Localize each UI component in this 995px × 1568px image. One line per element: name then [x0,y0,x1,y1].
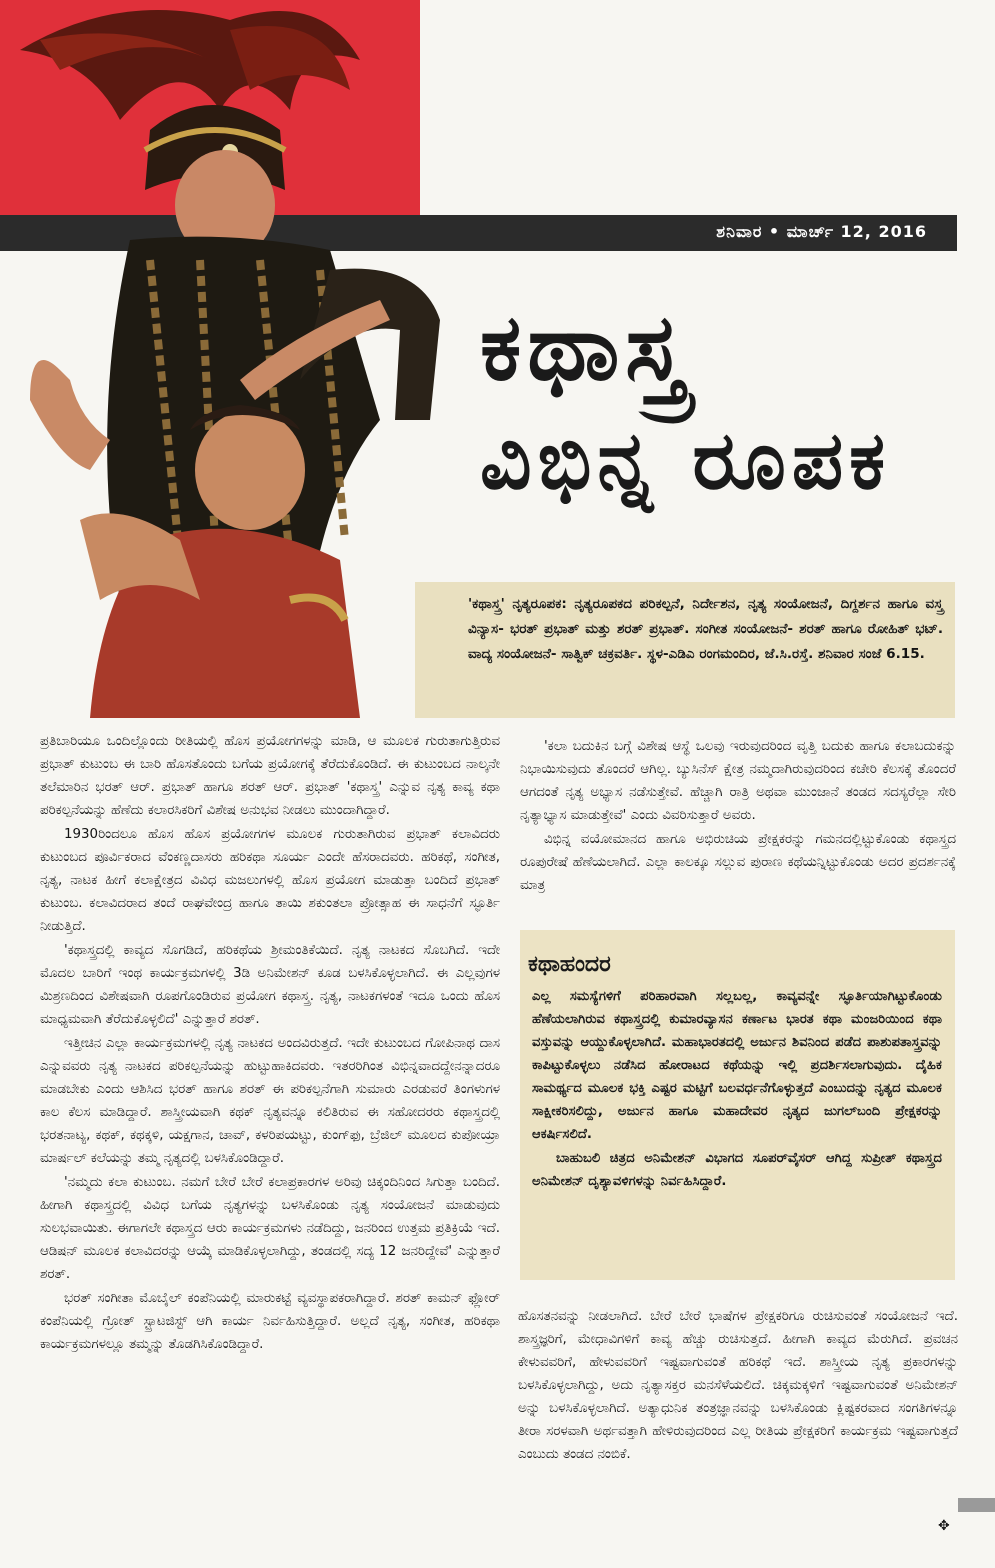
headline [480,290,950,511]
article-paragraph: ಹೊಸತನವನ್ನು ನೀಡಲಾಗಿದೆ. ಬೇರೆ ಬೇರೆ ಭಾಷೆಗಳ ಪ್ರೇಕ್ಷಕರಿಗೂ ರುಚಿಸುವಂತೆ ಸಂಯೋಜನೆ ಇದೆ. ಶಾಸ್ತ್ರಜ್ಞರಿಗೆ, ಮೇಧಾವಿಗಳಿಗೆ ಕಾವ್ಯ ಹೆಚ್ಚು ರುಚಿಸುತ್ತದೆ. ಹೀಗಾಗಿ ಕಾವ್ಯದ ಮೆರುಗಿದೆ. ಪ್ರವಚನ ಕೇಳುವವರಿಗೆ, ಹೇಳುವವರಿಗೆ ಇಷ್ಟವಾಗುವಂತೆ ಹರಿಕಥೆ ಇದೆ. ಶಾಸ್ತ್ರೀಯ ನೃತ್ಯ ಪ್ರಕಾರಗಳನ್ನು ಬಳಸಿಕೊಳ್ಳಲಾಗಿದ್ದು, ಅದು ನೃತ್ಯಾಸಕ್ತರ ಮನಸೆಳೆಯಲಿದೆ. ಚಿಕ್ಕಮಕ್ಕಳಿಗೆ ಇಷ್ಟವಾಗುವಂತೆ ಅನಿಮೇಶನ್ ಅನ್ನು ಬಳಸಿಕೊಳ್ಳಲಾಗಿದೆ. ಅತ್ಯಾಧುನಿಕ ತಂತ್ರಜ್ಞಾನವನ್ನು ಬಳಸಿಕೊಂಡು ಕ್ಲಿಷ್ಟಕರವಾದ ಸಂಗತಿಗಳನ್ನೂ ತೀರಾ ಸರಳವಾಗಿ ಅರ್ಥವತ್ತಾಗಿ ಹೇಳಿರುವುದರಿಂದ ಎಲ್ಲ ರೀತಿಯ ಪ್ರೇಕ್ಷಕರಿಗೆ ಕಾರ್ಯಕ್ರಮ ಇಷ್ಟವಾಗುತ್ತದೆ ಎಂಬುದು ತಂಡದ ನಂಬಿಕೆ. [518,1309,958,1462]
article-paragraph: ಪ್ರತಿಬಾರಿಯೂ ಒಂದಿಲ್ಲೊಂದು ರೀತಿಯಲ್ಲಿ ಹೊಸ ಪ್ರಯೋಗಗಳನ್ನು ಮಾಡಿ, ಆ ಮೂಲಕ ಗುರುತಾಗುತ್ತಿರುವ ಪ್ರಭಾತ್ ಕುಟುಂಬ ಈ ಬಾರಿ ಹೊಸತೊಂದು ಬಗೆಯ ಪ್ರಯೋಗಕ್ಕೆ ತೆರೆದುಕೊಂಡಿದೆ. ಈ ಕುಟುಂಬದ ನಾಲ್ಕನೇ ತಲೆಮಾರಿನ ಭರತ್ ಆರ್. ಪ್ರಭಾತ್ ಹಾಗೂ ಶರತ್ ಆರ್. ಪ್ರಭಾತ್ 'ಕಥಾಸ್ತ್ರ' ಎನ್ನುವ ನೃತ್ಯ ಕಾವ್ಯ ಕಥಾ ಪರಿಕಲ್ಪನೆಯನ್ನು ಹೆಣೆದು ಕಲಾರಸಿಕರಿಗೆ ವಿಶೇಷ ಅನುಭವ ನೀಡಲು ಮುಂದಾಗಿದ್ದಾರೆ. [40,734,500,818]
article-paragraph: 'ಕಥಾಸ್ತ್ರದಲ್ಲಿ ಕಾವ್ಯದ ಸೊಗಡಿದೆ, ಹರಿಕಥೆಯ ಶ್ರೀಮಂತಿಕೆಯಿದೆ. ನೃತ್ಯ ನಾಟಕದ ಸೊಬಗಿದೆ. ಇದೇ ಮೊದಲ ಬಾರಿಗೆ ಇಂಥ ಕಾರ್ಯಕ್ರಮಗಳಲ್ಲಿ 3ಡಿ ಅನಿಮೇಶನ್ ಕೂಡ ಬಳಸಿಕೊಳ್ಳಲಾಗಿದೆ. ಈ ಎಲ್ಲವುಗಳ ಮಿಶ್ರಣದಿಂದ ವಿಶೇಷವಾಗಿ ರೂಪಗೊಂಡಿರುವ ಪ್ರಯೋಗ ಕಥಾಸ್ತ್ರ. ನೃತ್ಯ, ನಾಟಕಗಳಂತೆ ಇದೂ ಒಂದು ಹೊಸ ಮಾಧ್ಯಮವಾಗಿ ತೆರೆದುಕೊಳ್ಳಲಿದೆ' ಎನ್ನುತ್ತಾರೆ ಶರತ್. [40,943,500,1027]
article-paragraph: ಭರತ್ ಸಂಗೀತಾ ಮೊಬೈಲ್ ಕಂಪೆನಿಯಲ್ಲಿ ಮಾರುಕಟ್ಟೆ ವ್ಯವಸ್ಥಾಪಕರಾಗಿದ್ದಾರೆ. ಶರತ್ ಕಾಮನ್ ಫ್ಲೋರ್ ಕಂಪೆನಿಯಲ್ಲಿ ಗ್ರೋತ್ ಸ್ಟ್ರಾಟಜಿಸ್ಟ್ ಆಗಿ ಕಾರ್ಯ ನಿರ್ವಹಿಸುತ್ತಿದ್ದಾರೆ. ಅಲ್ಲದೆ ನೃತ್ಯ, ಸಂಗೀತ, ಹರಿಕಥಾ ಕಾರ್ಯಕ್ರಮಗಳಲ್ಲೂ ತಮ್ಮನ್ನು ತೊಡಗಿಸಿಕೊಂಡಿದ್ದಾರೆ. [40,1291,500,1352]
credits-text: 'ಕಥಾಸ್ತ್ರ' ನೃತ್ಯರೂಪಕ: ನೃತ್ಯರೂಪಕದ ಪರಿಕಲ್ಪನೆ, ನಿರ್ದೇಶನ, ನೃತ್ಯ ಸಂಯೋಜನೆ, ದಿಗ್ದರ್ಶನ ಹಾಗೂ ವಸ್ತ್ರ ವಿನ್ಯಾಸ- ಭರತ್ ಪ್ರಭಾತ್ ಮತ್ತು ಶರತ್ ಪ್ರಭಾತ್. ಸಂಗೀತ ಸಂಯೋಜನೆ- ಶರತ್ ಹಾಗೂ ರೋಹಿತ್ ಭಟ್. ವಾದ್ಯ ಸಂಯೋಜನೆ- ಸಾತ್ವಿಕ್ ಚಕ್ರವರ್ತಿ. ಸ್ಥಳ-ಎಡಿಎ ರಂಗಮಂದಿರ, ಜೆ.ಸಿ.ರಸ್ತೆ. ಶನಿವಾರ ಸಂಜೆ 6.15. [468,596,943,662]
margin-marker [958,1498,995,1512]
sidebar-paragraph: ಎಲ್ಲ ಸಮಸ್ಯೆಗಳಿಗೆ ಪರಿಹಾರವಾಗಿ ಸಲ್ಲಬಲ್ಲ, ಕಾವ್ಯವನ್ನೇ ಸ್ಫೂರ್ತಿಯಾಗಿಟ್ಟುಕೊಂಡು ಹೆಣೆಯಲಾಗಿರುವ ಕಥಾಸ್ತ್ರದಲ್ಲಿ ಕುಮಾರವ್ಯಾಸನ ಕರ್ಣಾಟ ಭಾರತ ಕಥಾ ಮಂಜರಿಯಿಂದ ಕಥಾ ವಸ್ತುವನ್ನು ಆಯ್ದುಕೊಳ್ಳಲಾಗಿದೆ. ಮಹಾಭಾರತದಲ್ಲಿ ಅರ್ಜುನ ಶಿವನಿಂದ ಪಡೆದ ಪಾಶುಪತಾಸ್ತ್ರವನ್ನು ಕಾಪಿಟ್ಟುಕೊಳ್ಳಲು ನಡೆಸಿದ ಹೋರಾಟದ ಕಥೆಯನ್ನು ಇಲ್ಲಿ ಪ್ರದರ್ಶಿಸಲಾಗುವುದು. ದೈಹಿಕ ಸಾಮರ್ಥ್ಯದ ಮೂಲಕ ಭಕ್ತಿ ಎಷ್ಟರ ಮಟ್ಟಿಗೆ ಬಲವರ್ಧನೆಗೊಳ್ಳುತ್ತದೆ ಎಂಬುದನ್ನು ನೃತ್ಯದ ಮೂಲಕ ಸಾಕ್ಷೀಕರಿಸಲಿದ್ದು, ಅರ್ಜುನ ಹಾಗೂ ಮಹಾದೇವರ ನೃತ್ಯದ ಜುಗಲ್‌ಬಂದಿ ಪ್ರೇಕ್ಷಕರನ್ನು ಆಕರ್ಷಿಸಲಿದೆ. [532,989,942,1142]
article-right-column-top [520,735,956,898]
sidebar-heading: ಕಥಾಹಂದರ [528,952,611,977]
dateline-text: ಶನಿವಾರ • ಮಾರ್ಚ್ 12, 2016 [716,222,927,241]
end-ornament: ✥ [938,1518,950,1534]
headline-line-2: ವಿಭಿನ್ನ ರೂಪಕ [480,414,892,507]
article-right-column-bottom [518,1305,958,1467]
dancers-photo [0,0,460,718]
headline-line-1: ಕಥಾಸ್ತ್ರ [480,294,691,401]
article-left-column [40,730,500,1357]
sidebar-paragraph: ಬಾಹುಬಲಿ ಚಿತ್ರದ ಅನಿಮೇಶನ್ ವಿಭಾಗದ ಸೂಪರ್‌ವೈಸರ್ ಆಗಿದ್ದ ಸುಪ್ರೀತ್ ಕಥಾಸ್ತ್ರದ ಅನಿಮೇಶನ್ ದೃಶ್ಯಾವಳಿಗಳನ್ನು ನಿರ್ವಹಿಸಿದ್ದಾರೆ. [532,1151,942,1189]
sidebar-body [532,985,942,1194]
article-paragraph: 'ಕಲಾ ಬದುಕಿನ ಬಗ್ಗೆ ವಿಶೇಷ ಆಸ್ಥೆ ಒಲವು ಇರುವುದರಿಂದ ವೃತ್ತಿ ಬದುಕು ಹಾಗೂ ಕಲಾಬದುಕನ್ನು ನಿಭಾಯಿಸುವುದು ತೊಂದರೆ ಆಗಿಲ್ಲ. ಬ್ಯುಸಿನೆಸ್ ಕ್ಷೇತ್ರ ನಮ್ಮದಾಗಿರುವುದರಿಂದ ಕಚೇರಿ ಕೆಲಸಕ್ಕೆ ತೊಂದರೆ ಆಗದಂತೆ ನೃತ್ಯ ಅಭ್ಯಾಸ ನಡೆಸುತ್ತೇವೆ. ಹೆಚ್ಚಾಗಿ ರಾತ್ರಿ ಅಥವಾ ಮುಂಜಾನೆ ತಂಡದ ಸದಸ್ಯರೆಲ್ಲಾ ಸೇರಿ ನೃತ್ಯಾಭ್ಯಾಸ ಮಾಡುತ್ತೇವೆ' ಎಂದು ವಿವರಿಸುತ್ತಾರೆ ಅವರು. [520,739,956,823]
article-paragraph: 1930ರಿಂದಲೂ ಹೊಸ ಹೊಸ ಪ್ರಯೋಗಗಳ ಮೂಲಕ ಗುರುತಾಗಿರುವ ಪ್ರಭಾತ್ ಕಲಾವಿದರು ಕುಟುಂಬದ ಪೂರ್ವಿಕರಾದ ವೆಂಕಣ್ಣದಾಸರು ಹರಿಕಥಾ ಸೂರ್ಯ ಎಂದೇ ಹೆಸರಾದವರು. ಹರಿಕಥೆ, ಸಂಗೀತ, ನೃತ್ಯ, ನಾಟಕ ಹೀಗೆ ಕಲಾಕ್ಷೇತ್ರದ ವಿವಿಧ ಮಜಲುಗಳಲ್ಲಿ ಹೊಸ ಪ್ರಯೋಗ ಮಾಡುತ್ತಾ ಬಂದಿದೆ ಪ್ರಭಾತ್ ಕುಟುಂಬ. ಕಲಾವಿದರಾದ ತಂದೆ ರಾಘವೇಂದ್ರ ಹಾಗೂ ತಾಯಿ ಶಕುಂತಲಾ ಪ್ರೋತ್ಸಾಹ ಈ ಸಾಧನೆಗೆ ಸ್ಫೂರ್ತಿ ನೀಡುತ್ತಿದೆ. [40,827,500,934]
article-paragraph: ವಿಭಿನ್ನ ವಯೋಮಾನದ ಹಾಗೂ ಅಭಿರುಚಿಯ ಪ್ರೇಕ್ಷಕರನ್ನು ಗಮನದಲ್ಲಿಟ್ಟುಕೊಂಡು ಕಥಾಸ್ತ್ರದ ರೂಪುರೇಷೆ ಹೆಣೆಯಲಾಗಿದೆ. ಎಲ್ಲಾ ಕಾಲಕ್ಕೂ ಸಲ್ಲುವ ಪುರಾಣ ಕಥೆಯನ್ನಿಟ್ಟುಕೊಂಡು ಅದರ ಪ್ರದರ್ಶನಕ್ಕೆ ಮಾತ್ರ [520,832,956,893]
article-paragraph: 'ನಮ್ಮದು ಕಲಾ ಕುಟುಂಬ. ನಮಗೆ ಬೇರೆ ಬೇರೆ ಕಲಾಪ್ರಕಾರಗಳ ಅರಿವು ಚಿಕ್ಕಂದಿನಿಂದ ಸಿಗುತ್ತಾ ಬಂದಿದೆ. ಹೀಗಾಗಿ ಕಥಾಸ್ತ್ರದಲ್ಲಿ ವಿವಿಧ ಬಗೆಯ ನೃತ್ಯಗಳನ್ನು ಬಳಸಿಕೊಂಡು ನೃತ್ಯ ಸಂಯೋಜನೆ ಮಾಡುವುದು ಸುಲಭವಾಯಿತು. ಈಗಾಗಲೇ ಕಥಾಸ್ತ್ರದ ಆರು ಕಾರ್ಯಕ್ರಮಗಳು ನಡೆದಿದ್ದು, ಜನರಿಂದ ಉತ್ತಮ ಪ್ರತಿಕ್ರಿಯೆ ಇದೆ. ಆಡಿಷನ್ ಮೂಲಕ ಕಲಾವಿದರನ್ನು ಆಯ್ಕೆ ಮಾಡಿಕೊಳ್ಳಲಾಗಿದ್ದು, ತಂಡದಲ್ಲಿ ಸದ್ಯ 12 ಜನರಿದ್ದೇವೆ' ಎನ್ನುತ್ತಾರೆ ಶರತ್. [40,1175,500,1282]
feather-headdress [20,10,360,190]
article-paragraph: ಇತ್ತೀಚಿನ ಎಲ್ಲಾ ಕಾರ್ಯಕ್ರಮಗಳಲ್ಲಿ ನೃತ್ಯ ನಾಟಕದ ಅಂದವಿರುತ್ತದೆ. ಇದೇ ಕುಟುಂಬದ ಗೋಪಿನಾಥ ದಾಸ ಎನ್ನುವವರು ನೃತ್ಯ ನಾಟಕದ ಪರಿಕಲ್ಪನೆಯನ್ನು ಹುಟ್ಟುಹಾಕಿದವರು. ಇತರರಿಗಿಂತ ವಿಭಿನ್ನವಾದದ್ದೇನನ್ನಾದರೂ ಮಾಡಬೇಕು ಎಂದು ಆಶಿಸಿದ ಭರತ್ ಹಾಗೂ ಶರತ್ ಈ ಪರಿಕಲ್ಪನೆಗಾಗಿ ಸುಮಾರು ಎರಡುವರೆ ತಿಂಗಳುಗಳ ಕಾಲ ಕೆಲಸ ಮಾಡಿದ್ದಾರೆ. ಶಾಸ್ತ್ರೀಯವಾಗಿ ಕಥಕ್ ನೃತ್ಯವನ್ನೂ ಕಲಿತಿರುವ ಈ ಸಹೋದರರು ಕಥಾಸ್ತ್ರದಲ್ಲಿ ಭರತನಾಟ್ಯ, ಕಥಕ್, ಕಥಕ್ಕಳಿ, ಯಕ್ಷಗಾನ, ಚಾವ್, ಕಳರಿಪಯಟ್ಟು, ಕುಂಗ್‌ಫು, ಬ್ರೆಜಿಲ್ ಮೂಲದ ಕುಪೋಯ್ರಾ ಮಾರ್ಷಲ್ ಕಲೆಯನ್ನು ತಮ್ಮ ನೃತ್ಯದಲ್ಲಿ ಬಳಸಿಕೊಂಡಿದ್ದಾರೆ. [40,1036,500,1166]
